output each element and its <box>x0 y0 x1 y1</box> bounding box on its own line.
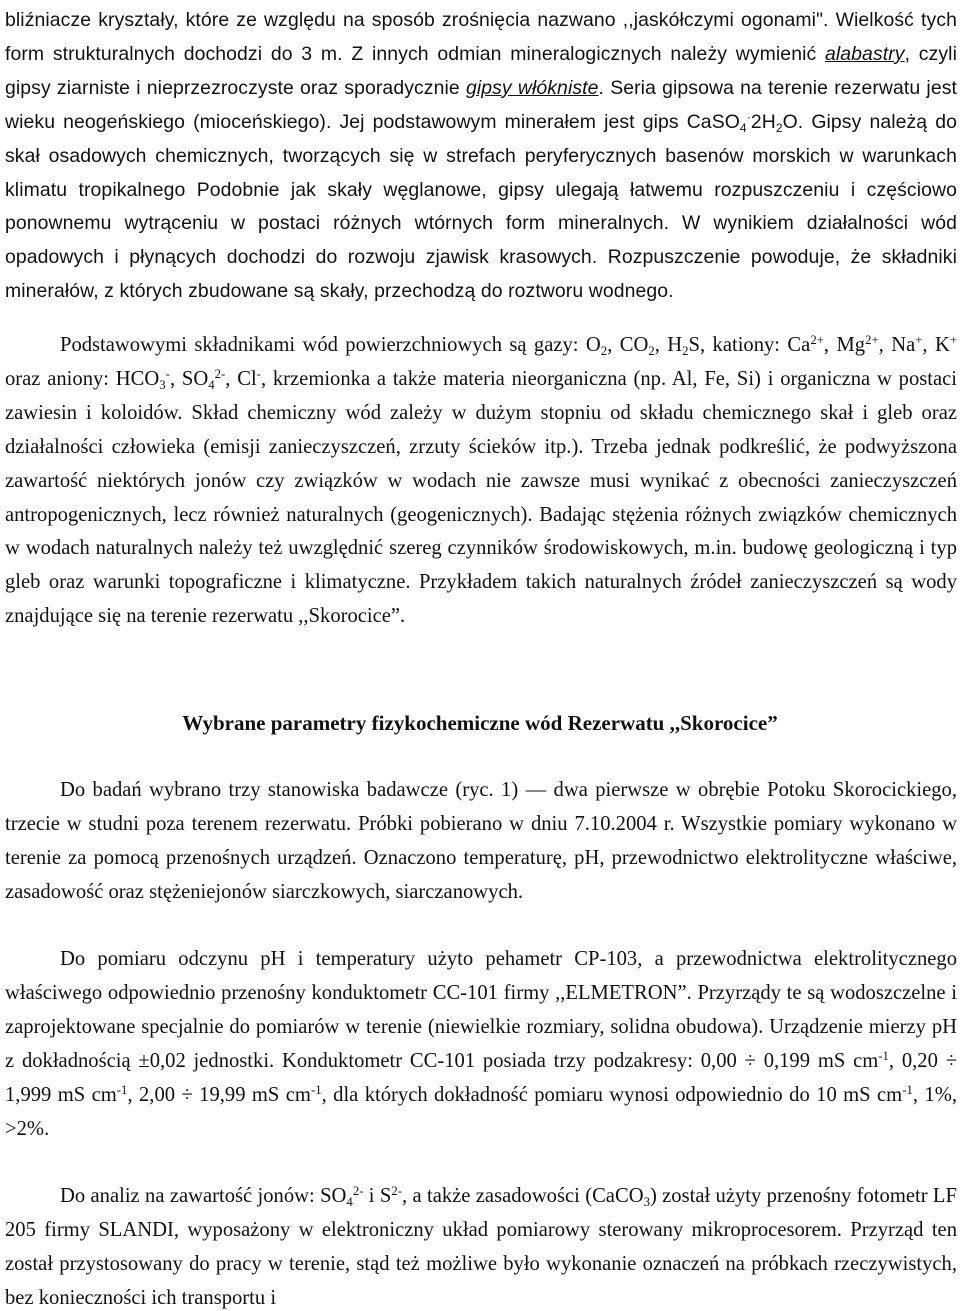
text-run: , Na <box>878 334 916 356</box>
text-run: , dla których dokładność pomiaru wynosi odpowiednio do 10 mS cm <box>321 1083 903 1106</box>
text-run: , H <box>654 334 683 356</box>
text-run: Do badań wybrano trzy stanowiska badawcze (ryc. 1) — dwa pierwsze w obrębie Potoku Skorocickiego, trzecie w studni poza terenem rezerwatu. Próbki pobierano w dniu 7.10.2004 r. Wszystkie pomiary wykonano w terenie za pomocą przenośnych urządzeń. Oznaczono temperaturę, pH, przewodnictwo elektrolityczne właściwe, zasadowość oraz stężeniejonów siarczkowych, siarczanowych. <box>5 779 957 903</box>
text-run: Do pomiaru odczynu pH i temperatury użyto pehametr CP-103, a przewodnictwa elektrolitycznego właściwego odpowiednio przenośny konduktometr CC-101 firmy ,,ELMETRON”. Przyrządy te są wodoszczelne i zaprojektowane specjalnie do pomiarów w terenie (niewielkie rozmiary, solidna obudowa). Urządzenie mierzy pH z dokładnością ±0,02 jednostki. Konduktometr CC-101 posiada trzy podzakresy: 0,00 ÷ 0,199 mS cm <box>5 948 957 1072</box>
subscript: 3 <box>643 1195 650 1210</box>
gipsy-wlokniste-link[interactable]: gipsy włókniste <box>465 76 599 99</box>
subscript: 4 <box>739 120 747 135</box>
subscript: 2 <box>600 344 608 359</box>
superscript: · <box>746 110 751 125</box>
text-run: , 2,00 ÷ 19,99 mS cm <box>127 1083 311 1106</box>
paragraph-study-sites <box>5 774 957 910</box>
text-run: , CO <box>607 334 649 356</box>
superscript: 2- <box>352 1183 364 1198</box>
text-run: , Cl <box>225 367 257 390</box>
superscript: - <box>165 366 170 381</box>
subscript: 4 <box>208 377 215 392</box>
superscript: 2- <box>391 1183 402 1198</box>
paragraph-water-components <box>5 329 957 634</box>
alabastry-link[interactable]: alabastry <box>825 42 905 65</box>
superscript: - <box>256 366 261 381</box>
subscript: 3 <box>159 377 166 392</box>
superscript: 2- <box>214 366 226 381</box>
text-run: , SO <box>169 367 209 390</box>
text-run: . <box>598 76 605 99</box>
text-run: ) został użyty przenośny fotometr LF 205 firmy SLANDI, wyposażony w elektroniczny układ pomiarowy sterowany mikroprocesorem. Przyrząd ten został przystosowany do pracy w terenie, stąd też możliwe było wykonanie oznaczeń na próbkach rzeczywistych, bez konieczności ich transportu i <box>5 1185 957 1309</box>
text-run: 2H <box>750 110 776 133</box>
text-run: i S <box>363 1185 392 1207</box>
paragraph-measurement-devices <box>5 943 957 1146</box>
superscript: -1 <box>310 1082 322 1097</box>
text-run: , 1%, >2%. <box>5 1083 958 1140</box>
text-run: bliźniacze kryształy, które ze względu na sposób zrośnięcia nazwano ,,jaskółczymi ogonami". Wielkość tych form strukturalnych dochodzi do 3 m. Z innych odmian mineralogicznych należy wymienić <box>5 9 957 65</box>
superscript: + <box>915 332 923 347</box>
text-run: , a także zasadowości (CaCO <box>401 1185 644 1207</box>
text-run: Do analiz na zawartość jonów: SO <box>60 1185 347 1207</box>
subscript: 2 <box>775 120 783 135</box>
text-run: O. <box>782 110 804 133</box>
paragraph-photometer <box>5 1180 957 1311</box>
subscript: 2 <box>648 344 655 359</box>
text-run: , krzemionka a także materia nieorganiczna (np. Al, Fe, Si) i organiczna w postaci zawiesin i koloidów. Skład chemiczny wód zależy w dużym stopniu od składu chemicznego skał i gleb oraz działalności człowieka (emisji zanieczyszczeń, zrzuty ścieków itp.). Trzeba jednak podkreślić, że podwyższona zawartość niektórych jonów czy związków w wodach nie zawsze musi wynikać z obecności zanieczyszczeń antropogenicznych, lecz również naturalnych (geogenicznych). Badając stężenia różnych związków chemicznych w wodach naturalnych należy też uwzględnić szereg czynników środowiskowych, m.in. budowę geologiczną i typ gleb oraz warunki topograficzne i klimatyczne. Przykładem takich naturalnych źródeł zanieczyszczeń są wody znajdujące się na terenie rezerwatu ,,Skorocice”. <box>5 367 957 628</box>
superscript: 2+ <box>865 332 879 347</box>
text-run: , K <box>922 334 950 356</box>
text-run: Seria gipsowa na terenie rezerwatu jest wieku neogeńskiego (mioceńskiego). Jej podstawowym minerałem jest gips CaSO <box>5 76 958 133</box>
text-run: S, kationy: Ca <box>688 334 811 356</box>
text-run: Podstawowymi składnikami wód powierzchniowych są gazy: O <box>60 334 601 356</box>
superscript: -1 <box>116 1082 128 1097</box>
text-run: , czyli gipsy ziarniste i nieprzezroczyste oraz sporadycznie <box>5 42 957 99</box>
text-run: Gipsy należą do skał osadowych chemicznych, tworzących się w strefach peryferycznych basenów morskich w warunkach klimatu tropikalnego Podobnie jak skały węglanowe, gipsy ulegają łatwemu rozpuszczeniu i częściowo ponownemu wytrąceniu w postaci różnych wtórnych form mineralnych. W wynikiem działalności wód opadowych i płynących dochodzi do rozwoju zjawisk krasowych. Rozpuszczenie powoduje, że składniki minerałów, z których zbudowane są skały, przechodzą do roztworu wodnego. <box>5 110 957 303</box>
superscript: 2+ <box>810 332 824 347</box>
section-heading: Wybrane parametry fizykochemiczne wód Rezerwatu ,,Skorocice” <box>182 711 778 735</box>
text-run: , 0,20 ÷ 1,999 mS cm <box>5 1049 957 1106</box>
subscript: 2 <box>682 344 689 359</box>
paragraph-gypsum-description <box>5 4 957 309</box>
text-run: , Mg <box>823 334 866 356</box>
text-run: oraz aniony: HCO <box>5 367 160 390</box>
superscript: -1 <box>878 1048 889 1063</box>
superscript: -1 <box>902 1082 913 1097</box>
subscript: 4 <box>346 1195 353 1210</box>
superscript: + <box>949 332 958 347</box>
